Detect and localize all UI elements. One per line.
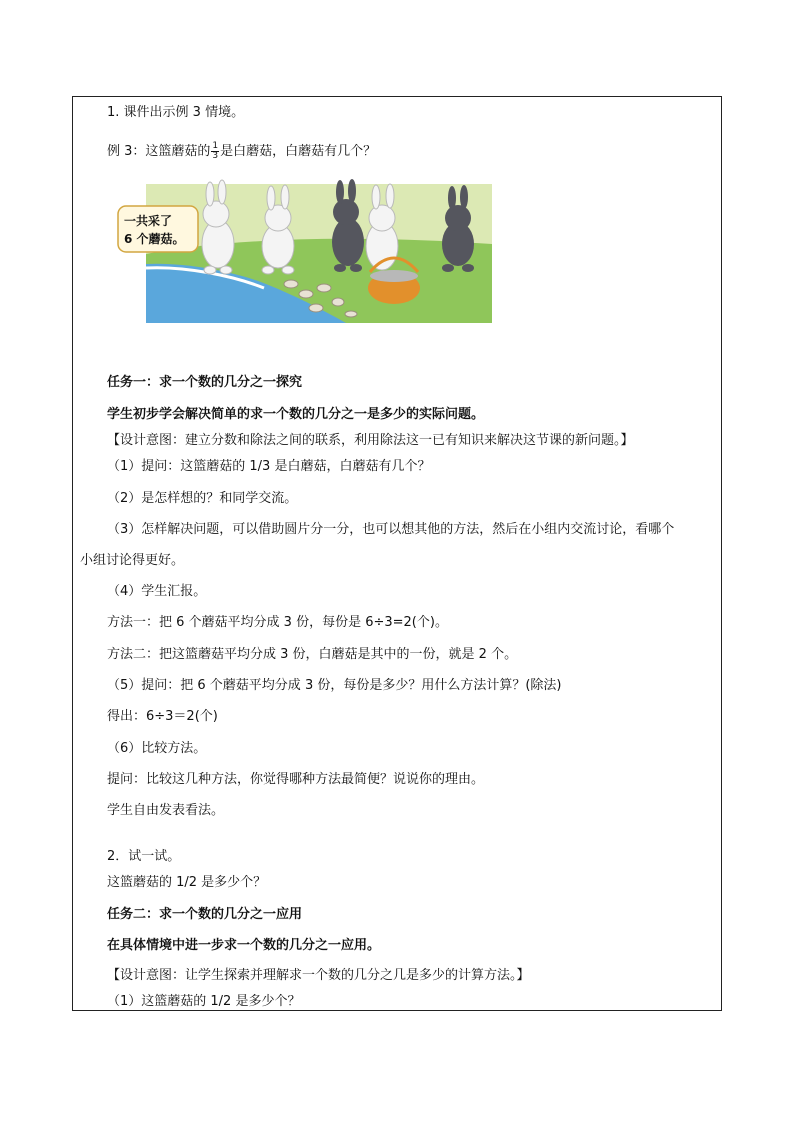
student-discussion: 学生自由发表看法。: [107, 803, 225, 818]
step-1-heading: 1. 课件出示例 3 情境。: [107, 105, 245, 120]
illustration-svg: [124, 184, 492, 323]
design-intent-1: 【设计意图：建立分数和除法之间的联系，利用除法这一已有知识来解决这节课的新问题。】: [107, 433, 634, 448]
task-1-heading: 任务一：求一个数的几分之一探究: [107, 375, 303, 390]
mushroom-bunnies-illustration: [124, 184, 492, 323]
compare-prompt: 提问：比较这几种方法，你觉得哪种方法最简便？说说你的理由。: [107, 772, 485, 787]
bubble-line-2: 6 个蘑菇。: [124, 232, 185, 246]
task-1-goal: 学生初步学会解决简单的求一个数的几分之一是多少的实际问题。: [107, 407, 485, 422]
fraction-numerator: 1: [212, 141, 219, 151]
bubble-line-1: 一共采了: [124, 214, 173, 228]
question-6: （6）比较方法。: [107, 741, 207, 756]
question-1: （1）提问：这篮蘑菇的 1/3 是白蘑菇，白蘑菇有几个？: [107, 459, 431, 474]
question-4: （4）学生汇报。: [107, 584, 207, 599]
example-text-pre: 例 3：这篮蘑菇的: [107, 144, 211, 159]
method-1: 方法一：把 6 个蘑菇平均分成 3 份，每份是 6÷3=2(个)。: [107, 615, 448, 630]
question-3-line-2: 小组讨论得更好。: [80, 553, 185, 568]
question-3-line-1: （3）怎样解决问题，可以借助圆片分一分，也可以想其他的方法，然后在小组内交流讨论，看哪个: [107, 522, 675, 537]
task-2-heading: 任务二：求一个数的几分之一应用: [107, 907, 303, 922]
try-question: 这篮蘑菇的 1/2 是多少个？: [107, 875, 267, 890]
question-2: （2）是怎样想的？和同学交流。: [107, 491, 298, 506]
task-2-goal: 在具体情境中进一步求一个数的几分之一应用。: [107, 938, 381, 953]
design-intent-2: 【设计意图：让学生探索并理解求一个数的几分之几是多少的计算方法。】: [107, 968, 530, 983]
step-2-heading: 2．试一试。: [107, 849, 181, 864]
method-2: 方法二：把这篮蘑菇平均分成 3 份，白蘑菇是其中的一份，就是 2 个。: [107, 647, 518, 662]
example-text-post: 是白蘑菇，白蘑菇有几个？: [220, 144, 377, 159]
fraction-denominator: 3: [212, 151, 219, 161]
example-3-question: [107, 142, 376, 161]
result: 得出：6÷3＝2(个): [107, 709, 218, 724]
question-7: （1）这篮蘑菇的 1/2 是多少个？: [107, 994, 301, 1009]
fraction-one-third: [211, 142, 219, 161]
question-5: （5）提问：把 6 个蘑菇平均分成 3 份，每份是多少？用什么方法计算？(除法): [107, 678, 562, 693]
